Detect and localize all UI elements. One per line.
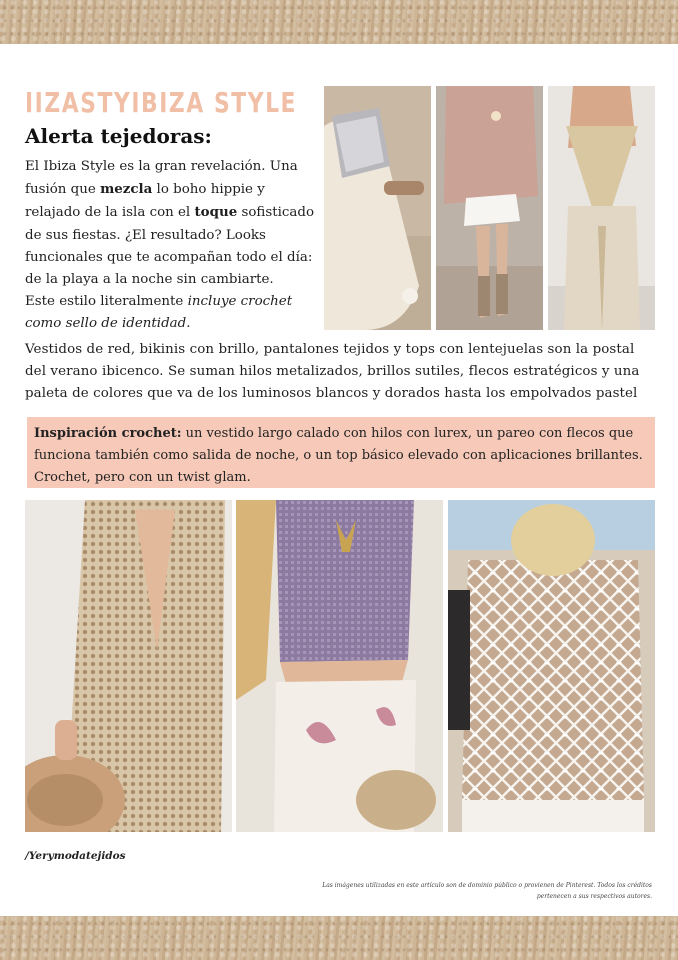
kraft-paper-top-border [0,0,678,44]
intro-text-3: sofisticado de sus fiestas. ¿El resultado? Looks funcionales que te acompañan todo el día: de la playa a la noche sin cambiarte. [25,205,315,288]
intro-bold-mezcla: mezcla [100,181,153,198]
intro-paragraph [25,156,321,336]
photo-lilac-knit-vest [236,500,443,832]
photo-shell-net-top [448,500,655,832]
intro-text-2: lo boho hippie y relajado de la isla con el [25,182,265,221]
body-paragraph: Vestidos de red, bikinis con brillo, pantalones tejidos y tops con lentejuelas son la postal del verano ibicenco. Se suman hilos metalizados, brillos sutiles, flecos estratégicos y una paleta de colores que va de los luminosos blancos y dorados hasta los empolvados pastel [25,342,640,402]
photo-pink-knit-top [436,86,543,330]
callout-label: Inspiración crochet: [34,426,182,441]
image-disclaimer [322,880,652,902]
callout-text: un vestido largo calado con hilos con lurex, un pareo con flecos que funciona también como salida de noche, o un top básico elevado con aplicaciones brillantes. Crochet, pero con un twist glam. [34,426,643,485]
article-page [0,44,678,916]
brand-title: IIZASTYIBIZA STYLE [25,86,298,119]
intro-text-4: Este estilo literalmente [25,294,188,310]
inspiration-callout [27,417,655,488]
intro-text-1: El Ibiza Style es la gran revelación. Una fusión que [25,159,298,198]
photo-beach-sequin-bag [324,86,431,330]
kraft-paper-bottom-border [0,916,678,960]
disclaimer-line-2: pertenecen a sus respectivos autores. [536,893,652,900]
photo-crochet-long-dress [25,500,232,832]
photo-shell-halter-top [548,86,655,330]
intro-bold-toque: toque [194,204,238,221]
disclaimer-line-1: Las imágenes utilizadas en este artículo son de dominio público o provienen de Pinterest. Todos los créditos [322,882,652,889]
intro-italic-crochet: incluye crochet como sello de identidad. [25,294,293,332]
article-heading: Alerta tejedoras: [25,124,212,148]
photo-credit: /Yerymodatejidos [25,850,126,862]
